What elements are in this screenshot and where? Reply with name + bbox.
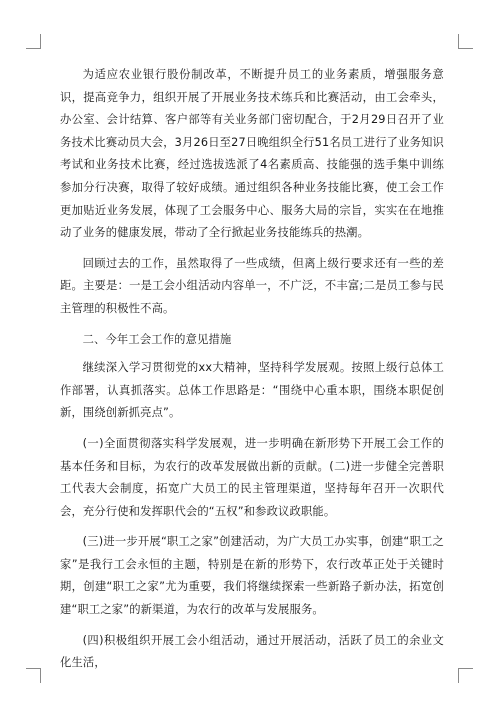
document-body (60, 64, 444, 683)
crop-mark-top-left (26, 34, 41, 49)
crop-mark-bottom-left (26, 668, 41, 683)
paragraph-business-competition: 为适应农业银行股份制改革，不断提升员工的业务素质，增强服务意识，提高竞争力，组织开展了开展业务技术练兵和比赛活动，由工会牵头，办公室、会计结算、客户部等有关业务部门密切配合，于2月29日召开了业务技术比赛动员大会，3月26日至27日晚组织全行51名员工进行了业务知识考试和业务技术比赛，经过选拔选派了4名素质高、技能强的选手集中训练参加分行决赛，取得了较好成绩。通过组织各种业务技能比赛，使工会工作更加贴近业务发展，体现了工会服务中心、服务大局的宗旨，实实在在地推动了业务的健康发展，带动了全行掀起业务技能练兵的热潮。 (60, 68, 444, 240)
paragraph-measure-4: (四)积极组织开展工会小组活动，通过开展活动，活跃了员工的余业文化生活， (60, 633, 444, 670)
paragraph-work-approach: 继续深入学习贯彻党的xx大精神，坚持科学发展观。按照上级行总体工作部署，认真抓落实。总体工作思路是：“围绕中心重本职，围绕本职促创新，围绕创新抓亮点”。 (60, 361, 444, 420)
paragraph-measure-1-2: (一)全面贯彻落实科学发展观，进一步明确在新形势下开展工会工作的基本任务和目标，为农行的改革发展做出新的贡献。(二)进一步健全完善职工代表大会制度，拓宽广大员工的民主管理渠道，坚持每年召开一次职代会，充分行使和发挥职代会的“五权”和参政议政职能。 (60, 436, 444, 518)
section-heading: 二、今年工会工作的意见措施 (82, 332, 232, 346)
crop-mark-bottom-right (458, 668, 473, 683)
paragraph-measure-3: (三)进一步开展“职工之家”创建活动，为广大员工办实事，创建“职工之家”是我行工会永恒的主题，特别是在新的形势下，农行改革正处于关键时期，创建“职工之家”尤为重要，我们将继续探索一些新路子新办法，拓宽创建“职工之家”的新渠道，为农行的改革与发展服务。 (60, 535, 444, 617)
paragraph-review-gaps: 回顾过去的工作，虽然取得了一些成绩，但离上级行要求还有一些的差距。主要是：一是工会小组活动内容单一，不广泛，不丰富;二是员工参与民主管理的积极性不高。 (60, 256, 444, 315)
crop-mark-top-right (458, 34, 473, 49)
